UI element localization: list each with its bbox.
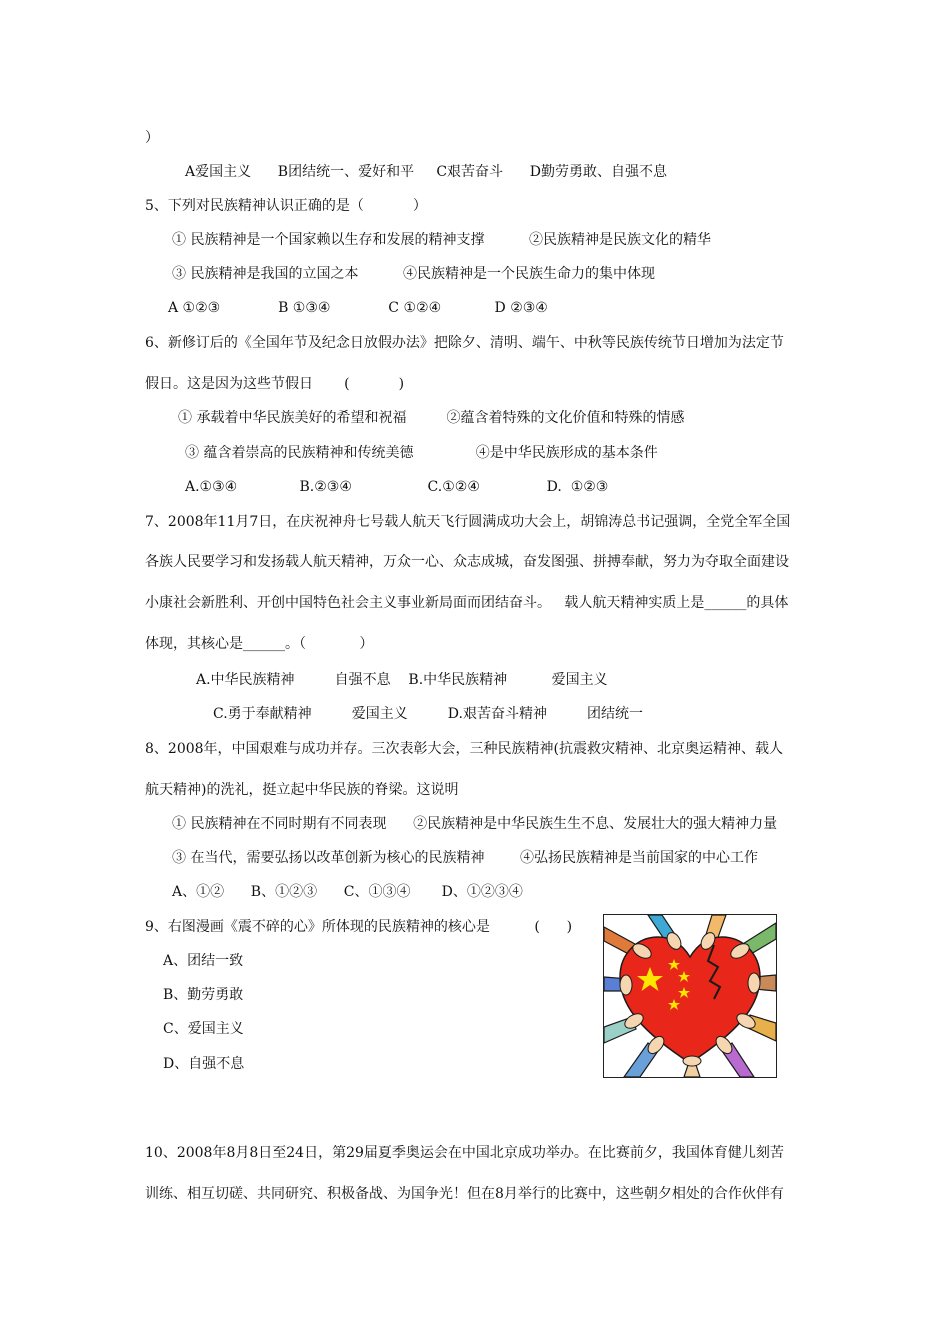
q7-stem-line1: 7、2008年11月7日，在庆祝神舟七号载人航天飞行圆满成功大会上，胡锦涛总书记强调，全党全军全国 (145, 514, 791, 530)
q9-stem: 9、右图漫画《震不碎的心》所体现的民族精神的核心是 ( ) (145, 919, 573, 935)
q7-stem-line3: 小康社会新胜利、开创中国特色社会主义事业新局面而团结奋斗。 载人航天精神实质上是______的具体 (145, 595, 789, 611)
q4-continuation: ） (145, 130, 159, 146)
heart-with-hands-icon (603, 914, 777, 1078)
q10-stem-line2: 训练、相互切磋、共同研究、积极备战、为国争光！但在8月举行的比赛中，这些朝夕相处的合作伙伴有 (145, 1186, 784, 1202)
q8-stem-line2: 航天精神)的洗礼，挺立起中华民族的脊梁。这说明 (145, 782, 459, 798)
q7-options-ab: A.中华民族精神 自强不息 B.中华民族精神 爱国主义 (196, 672, 608, 688)
q5-stem: 5、下列对民族精神认识正确的是（ ） (145, 198, 427, 214)
q8-stem-line1: 8、2008年，中国艰难与成功并存。三次表彰大会，三种民族精神(抗震救灾精神、北京奥运精神、载人 (145, 741, 783, 757)
q7-stem-line2: 各族人民要学习和发扬载人航天精神，万众一心、众志成城，奋发图强、拼搏奉献，努力为夺取全面建设 (145, 554, 789, 570)
q6-options: A.①③④ B.②③④ C.①②④ D. ①②③ (185, 479, 609, 495)
q8-statements-3-4: ③ 在当代，需要弘扬以改革创新为核心的民族精神 ④弘扬民族精神是当前国家的中心工作 (172, 850, 759, 866)
q10-stem-line1: 10、2008年8月8日至24日，第29届夏季奥运会在中国北京成功举办。在比赛前夕，我国体育健儿刻苦 (145, 1145, 784, 1161)
q5-options: A ①②③ B ①③④ C ①②④ D ②③④ (168, 300, 548, 316)
q5-statements-1-2: ① 民族精神是一个国家赖以生存和发展的精神支撑 ②民族精神是民族文化的精华 (172, 232, 711, 248)
q5-statements-3-4: ③ 民族精神是我国的立国之本 ④民族精神是一个民族生命力的集中体现 (172, 266, 655, 282)
q4-options: A爱国主义 B团结统一、爱好和平 C艰苦奋斗 D勤劳勇敢、自强不息 (185, 164, 667, 180)
q7-stem-line4: 体现，其核心是______。（ ） (145, 636, 374, 652)
q9-option-c: C、爱国主义 (163, 1021, 244, 1037)
q6-statements-3-4: ③ 蕴含着崇高的民族精神和传统美德 ④是中华民族形成的基本条件 (185, 445, 658, 461)
q6-stem-line2: 假日。这是因为这些节假日 ( ) (145, 376, 405, 392)
q7-options-cd: C.勇于奉献精神 爱国主义 D.艰苦奋斗精神 团结统一 (213, 706, 643, 722)
q8-options: A、①② B、①②③ C、①③④ D、①②③④ (172, 884, 523, 900)
q6-statements-1-2: ① 承载着中华民族美好的希望和祝福 ②蕴含着特殊的文化价值和特殊的情感 (178, 410, 685, 426)
q9-option-a: A、团结一致 (163, 953, 244, 969)
q9-option-d: D、自强不息 (163, 1056, 245, 1072)
q8-statements-1-2: ① 民族精神在不同时期有不同表现 ②民族精神是中华民族生生不息、发展壮大的强大精神力量 (172, 816, 778, 832)
q9-option-b: B、勤劳勇敢 (163, 987, 244, 1003)
q6-stem-line1: 6、新修订后的《全国年节及纪念日放假办法》把除夕、清明、端午、中秋等民族传统节日增加为法定节 (145, 335, 784, 351)
